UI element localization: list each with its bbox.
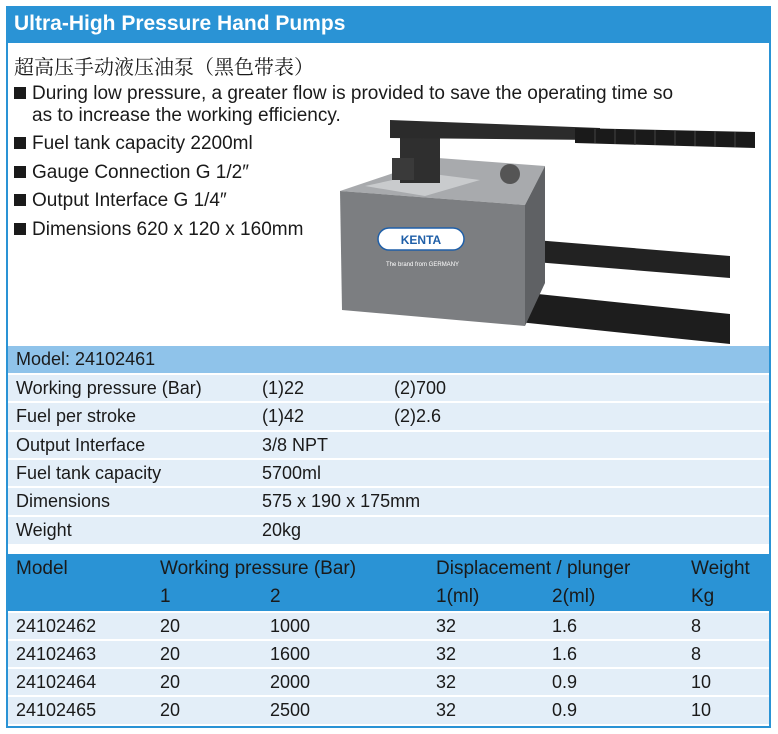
pump-front: [340, 191, 525, 326]
cell-displacement-2: 1.6: [552, 644, 578, 664]
cell-displacement-1: 32: [436, 700, 457, 720]
model-header-bar: [8, 346, 769, 373]
spec-key: Fuel per stroke: [16, 406, 137, 426]
cell-weight: 8: [691, 616, 702, 636]
spec-key: Output Interface: [16, 435, 146, 455]
gauge-icon: [500, 164, 520, 184]
header-displacement-2: 2(ml): [552, 586, 596, 607]
spec-value-1: 3/8 NPT: [262, 435, 329, 455]
spec-key: Fuel tank capacity: [16, 463, 162, 483]
pump-handle: [390, 120, 600, 140]
spec-key: Working pressure (Bar): [16, 378, 202, 398]
spec-key: Dimensions: [16, 491, 111, 511]
spec-row: [8, 430, 769, 459]
bullet-square-icon: [14, 223, 26, 235]
feature-text-continued: as to increase the working efficiency.: [32, 105, 341, 126]
cell-weight: 10: [691, 672, 712, 692]
cell-pressure-1: 20: [160, 644, 181, 664]
header-pressure-1: 1: [160, 586, 171, 607]
spec-key: Weight: [16, 520, 72, 540]
cell-model: 24102463: [16, 644, 97, 664]
feature-text: Fuel tank capacity 2200ml: [32, 133, 253, 154]
feature-text: Dimensions 620 x 120 x 160mm: [32, 219, 304, 240]
table-header: [8, 554, 769, 611]
table-row: [8, 639, 769, 668]
header-working-pressure: Working pressure (Bar): [160, 558, 357, 579]
spec-row: [8, 486, 769, 515]
cell-pressure-1: 20: [160, 700, 181, 720]
spec-value-1: (1)22: [262, 378, 305, 398]
feature-item: [14, 133, 253, 155]
header-displacement-1: 1(ml): [436, 586, 480, 607]
cell-pressure-2: 1000: [270, 616, 311, 636]
cell-model: 24102464: [16, 672, 97, 692]
cell-pressure-1: 20: [160, 672, 181, 692]
page-title: Ultra-High Pressure Hand Pumps: [14, 12, 346, 35]
chinese-subtitle: 超高压手动液压油泵（黑色带表）: [14, 55, 314, 79]
spec-row: [8, 373, 769, 402]
spec-row: [8, 401, 769, 430]
header-weight-unit: Kg: [691, 586, 715, 607]
table-row: [8, 611, 769, 640]
feature-text: During low pressure, a greater flow is provided to save the operating time so: [32, 83, 674, 104]
rear-rail: [535, 240, 730, 278]
cell-displacement-2: 0.9: [552, 700, 578, 720]
cell-pressure-2: 2500: [270, 700, 311, 720]
header-model: Model: [16, 558, 68, 579]
hand-pump-product-image: [330, 88, 760, 350]
cell-model: 24102465: [16, 700, 97, 720]
cell-pressure-1: 20: [160, 616, 181, 636]
feature-text: Output Interface G 1/4″: [32, 190, 227, 211]
cell-displacement-2: 0.9: [552, 672, 578, 692]
cell-weight: 8: [691, 644, 702, 664]
brand-logo-text: KENTA: [400, 233, 442, 247]
header-weight: Weight: [691, 558, 750, 579]
bullet-square-icon: [14, 87, 26, 99]
spec-value-2: (2)2.6: [394, 406, 442, 426]
bullet-square-icon: [14, 166, 26, 178]
spec-value-2: (2)700: [394, 378, 447, 398]
model-label: Model: 24102461: [16, 349, 156, 369]
feature-item: [14, 162, 249, 184]
spec-row: [8, 458, 769, 487]
cell-displacement-2: 1.6: [552, 616, 578, 636]
cell-weight: 10: [691, 700, 712, 720]
cell-pressure-2: 1600: [270, 644, 311, 664]
feature-item: [14, 219, 303, 241]
spec-value-1: 5700ml: [262, 463, 322, 483]
cell-displacement-1: 32: [436, 616, 457, 636]
cell-pressure-2: 2000: [270, 672, 311, 692]
spec-value-1: 20kg: [262, 520, 302, 540]
brand-tagline: The brand from GERMANY: [386, 262, 460, 268]
mechanism-block: [392, 158, 414, 180]
cell-model: 24102462: [16, 616, 97, 636]
spec-row: [8, 515, 769, 544]
spec-value-1: (1)42: [262, 406, 305, 426]
table-row: [8, 667, 769, 696]
bullet-square-icon: [14, 137, 26, 149]
table-row: [8, 695, 769, 724]
spec-value-1: 575 x 190 x 175mm: [262, 491, 421, 511]
feature-text: Gauge Connection G 1/2″: [32, 162, 249, 183]
header-displacement: Displacement / plunger: [436, 558, 631, 579]
handle-grip: [575, 128, 755, 148]
bullet-square-icon: [14, 194, 26, 206]
cell-displacement-1: 32: [436, 644, 457, 664]
header-pressure-2: 2: [270, 586, 281, 607]
cell-displacement-1: 32: [436, 672, 457, 692]
feature-item: [14, 190, 227, 212]
